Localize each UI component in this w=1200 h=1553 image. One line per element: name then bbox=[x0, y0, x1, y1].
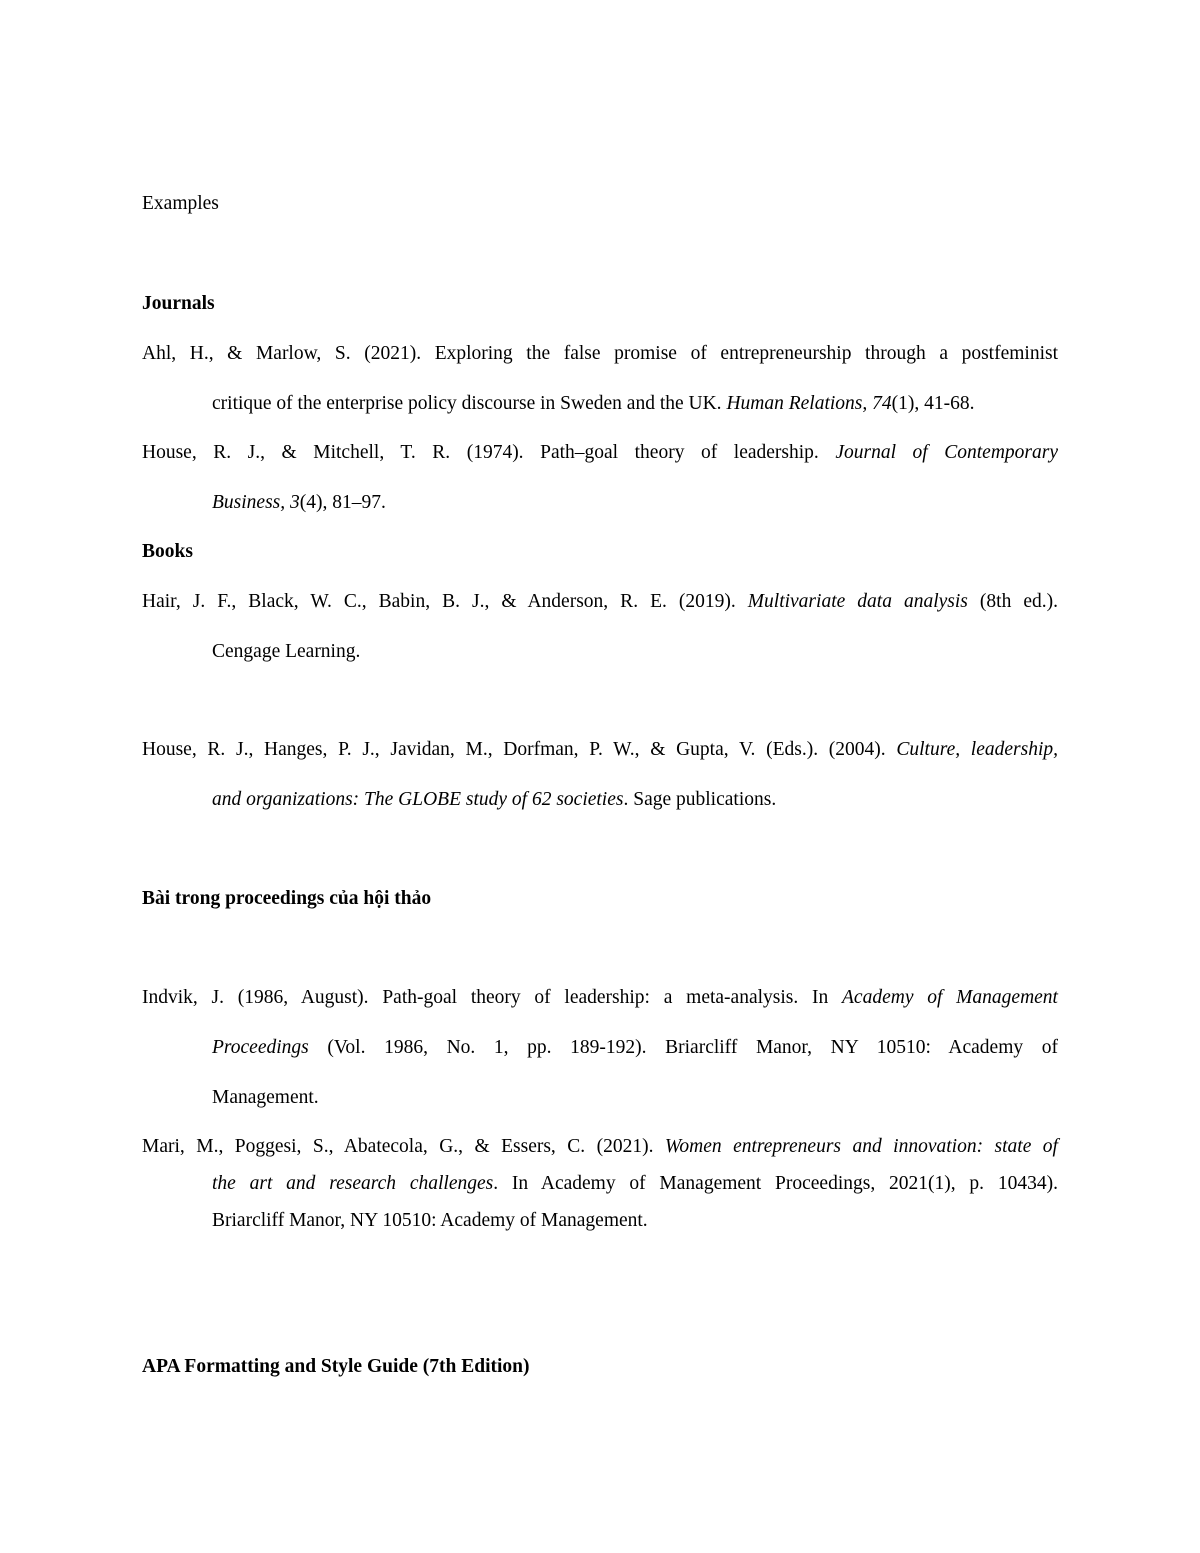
reference-line: Mari, M., Poggesi, S., Abatecola, G., & Essers, C. (2021). Women entrepreneurs and innovation: state of bbox=[142, 1136, 1058, 1157]
reference-line: Indvik, J. (1986, August). Path-goal theory of leadership: a meta-analysis. In Academy of Management bbox=[142, 987, 1058, 1008]
reference-line: House, R. J., Hanges, P. J., Javidan, M., Dorfman, P. W., & Gupta, V. (Eds.). (2004). Culture, leadership, bbox=[142, 739, 1058, 760]
reference-line: Management. bbox=[212, 1087, 319, 1108]
reference-line: House, R. J., & Mitchell, T. R. (1974). Path–goal theory of leadership. Journal of Contemporary bbox=[142, 442, 1059, 463]
reference-line: Proceedings (Vol. 1986, No. 1, pp. 189-192). Briarcliff Manor, NY 10510: Academy of bbox=[212, 1037, 1058, 1058]
reference-line: Hair, J. F., Black, W. C., Babin, B. J., & Anderson, R. E. (2019). Multivariate data analysis (8th ed.). bbox=[142, 591, 1058, 612]
reference-line: Cengage Learning. bbox=[212, 641, 361, 662]
examples-label: Examples bbox=[142, 193, 219, 214]
books-heading: Books bbox=[142, 541, 193, 562]
journals-heading: Journals bbox=[142, 293, 215, 314]
reference-line: the art and research challenges. In Academy of Management Proceedings, 2021(1), p. 10434). bbox=[212, 1173, 1058, 1194]
reference-line: and organizations: The GLOBE study of 62 societies. Sage publications. bbox=[212, 789, 777, 810]
reference-line: critique of the enterprise policy discourse in Sweden and the UK. Human Relations, 74(1), 41-68. bbox=[212, 393, 975, 414]
apa-guide-heading: APA Formatting and Style Guide (7th Edition) bbox=[142, 1356, 530, 1377]
reference-line: Ahl, H., & Marlow, S. (2021). Exploring the false promise of entrepreneurship through a postfeminist bbox=[142, 343, 1058, 364]
reference-line: Briarcliff Manor, NY 10510: Academy of Management. bbox=[212, 1210, 648, 1231]
reference-line: Business, 3(4), 81–97. bbox=[212, 492, 386, 513]
proceedings-heading: Bài trong proceedings của hội thảo bbox=[142, 888, 432, 909]
